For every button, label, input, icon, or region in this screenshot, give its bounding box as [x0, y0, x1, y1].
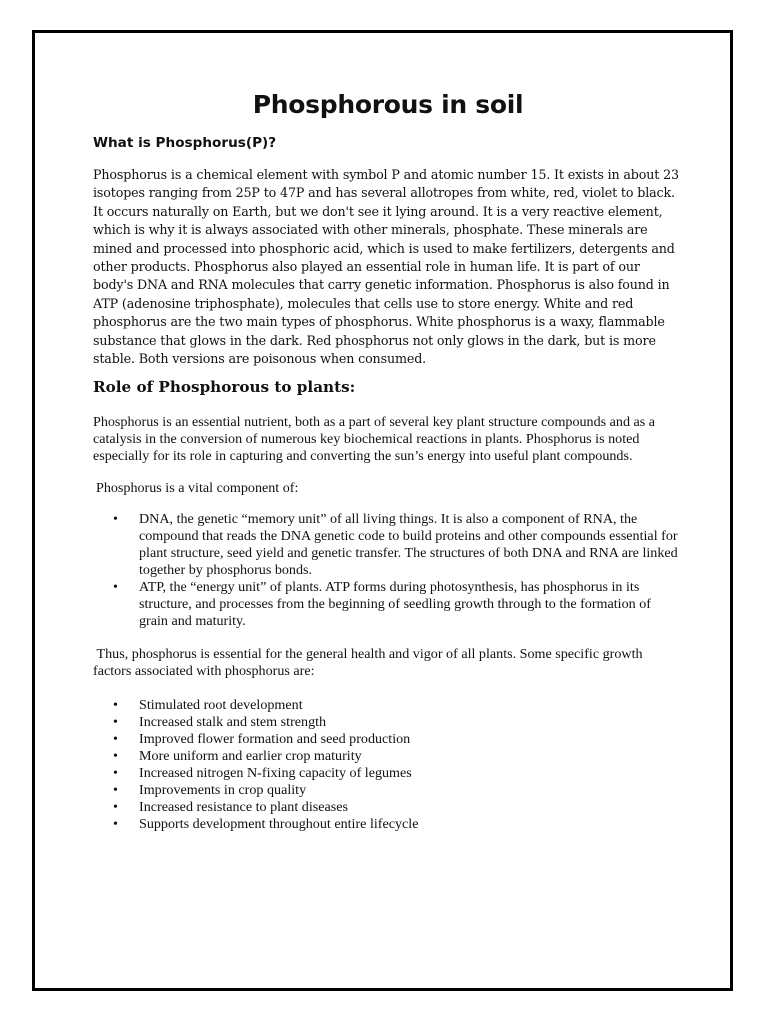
spacer — [93, 465, 683, 480]
bullet-icon: • — [113, 697, 118, 714]
growth-factor-list — [93, 697, 683, 832]
list-item-text: Stimulated root development — [139, 697, 303, 714]
list-item-text: More uniform and earlier crop maturity — [139, 747, 362, 764]
what-is-phosphorus-heading: What is Phosphorus(P)? — [93, 135, 277, 151]
page-title: Phosphorous in soil — [252, 90, 524, 119]
list-item-text: Improvements in crop quality — [139, 781, 307, 798]
list-item-text: Supports development throughout entire lifecycle — [139, 815, 419, 832]
bullet-icon: • — [113, 578, 118, 595]
list-item-text: ATP, the “energy unit” of plants. ATP forms during photosynthesis, has phosphorus in its structure, and processes from the beginning of seedling growth through to the formation of grain and maturity. — [139, 578, 651, 629]
bullet-icon: • — [113, 731, 118, 748]
list-item — [93, 799, 683, 816]
bullet-icon: • — [113, 815, 118, 832]
bullet-icon: • — [113, 747, 118, 764]
thus-text: Thus, phosphorus is essential for the general health and vigor of all plants. Some specific growth factors associated with phosphorus are: — [93, 646, 643, 680]
list-item-text: Increased resistance to plant diseases — [139, 798, 348, 815]
list-item — [93, 748, 683, 765]
list-item — [93, 714, 683, 731]
bullet-icon: • — [113, 798, 118, 815]
role-heading: Role of Phosphorous to plants: — [93, 378, 356, 397]
list-item — [93, 816, 683, 833]
list-item-text: DNA, the genetic “memory unit” of all living things. It is also a component of RNA, the compound that reads the DNA genetic code to build proteins and other compounds essential for plant structure, seed yield and genetic transfer. The structures of both DNA and RNA are linked together by phosphorus bonds. — [139, 511, 678, 578]
role-paragraph: Phosphorus is an essential nutrient, both as a part of several key plant structure compounds and as a catalysis in the conversion of numerous key biochemical reactions in plants. Phosphorus is noted especially for its role in capturing and converting the sun’s energy into useful plant compounds. — [93, 414, 656, 465]
thus-paragraph — [93, 646, 683, 680]
vital-component-list — [93, 511, 683, 629]
vital-intro: Phosphorus is a vital component of: — [96, 480, 299, 497]
list-item-text: Improved flower formation and seed production — [139, 731, 411, 748]
list-item-text: Increased stalk and stem strength — [139, 714, 327, 731]
list-item — [93, 697, 683, 714]
bullet-icon: • — [113, 511, 118, 528]
document-content — [93, 90, 683, 833]
list-item — [93, 579, 683, 630]
bullet-icon: • — [113, 764, 118, 781]
list-item — [93, 782, 683, 799]
bullet-icon: • — [113, 714, 118, 731]
bullet-icon: • — [113, 781, 118, 798]
list-item-text: Increased nitrogen N-fixing capacity of legumes — [139, 764, 412, 781]
list-item — [93, 765, 683, 782]
list-item — [93, 511, 683, 579]
list-item — [93, 731, 683, 748]
intro-paragraph: Phosphorus is a chemical element with symbol P and atomic number 15. It exists in about 23 isotopes ranging from 25P to 47P and has several allotropes from white, red, violet to black. It occurs naturally on Earth, but we don't see it lying around. It is a very reactive element, which is why it is always associated with other minerals, phosphate. These minerals are mined and processed into phosphoric acid, which is used to make fertilizers, detergents and other products. Phosphorus also played an essential role in human life. It is part of our body's DNA and RNA molecules that carry genetic information. Phosphorus is also found in ATP (adenosine triphosphate), molecules that cells use to store energy. White and red phosphorus are the two main types of phosphorus. White phosphorus is a waxy, flammable substance that glows in the dark. Red phosphorus not only glows in the dark, but is more stable. Both versions are poisonous when consumed. — [93, 167, 679, 367]
